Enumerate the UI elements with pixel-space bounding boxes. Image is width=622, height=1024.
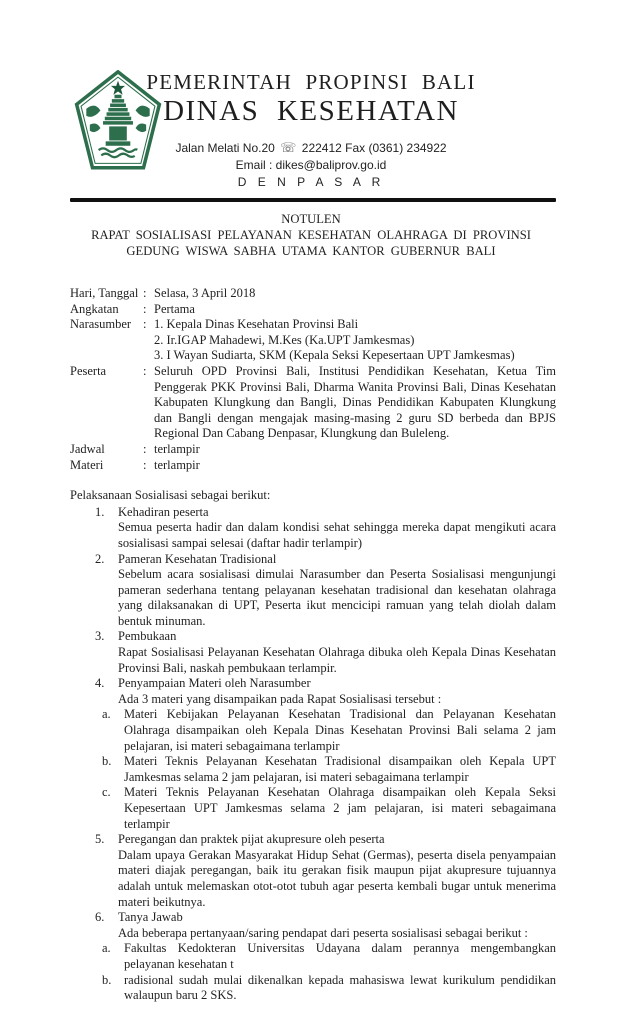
detail-colon: :	[143, 363, 147, 378]
detail-row-jadwal	[70, 442, 556, 458]
item-text: Dalam upaya Gerakan Masyarakat Hidup Sehat (Germas), peserta disela penyampaian materi diajak peregangan, baik itu gerakan fisik maupun pijat akupresure tujuannya adalah untuk melemaskan otot-otot tubuh agar peserta kembali bugar untuk menerima materi beikutnya.	[118, 847, 556, 909]
list-item-1	[70, 505, 556, 552]
bali-emblem-logo	[74, 70, 162, 174]
narasumber-2: 2. Ir.IGAP Mahadewi, M.Kes (Ka.UPT Jamkesmas)	[154, 332, 415, 347]
detail-value: terlampir	[154, 457, 200, 472]
detail-label: Peserta	[70, 363, 107, 378]
sub-item-4a	[70, 707, 556, 754]
city-line: D E N P A S A R	[237, 175, 385, 189]
sub-item-letter: a.	[102, 707, 111, 722]
detail-label: Hari, Tanggal	[70, 286, 139, 300]
item-number: 3.	[95, 629, 105, 644]
item-text: Ada beberapa pertanyaan/saring pendapat dari peserta sosialisasi sebagai berikut :	[118, 925, 528, 940]
address-phone-fax: 222412 Fax (0361) 234922	[301, 141, 447, 155]
sub-item-letter: c.	[102, 785, 111, 800]
title-line1: NOTULEN	[281, 212, 341, 226]
detail-row-angkatan	[70, 302, 556, 318]
item-heading: Kehadiran peserta	[118, 504, 209, 519]
sub-item-text: Materi Kebijakan Pelayanan Kesehatan Tradisional dan Pelayanan Kesehatan Olahraga disampaikan oleh Kepala Dinas Kesehatan Provinsi Bali selama 2 jam pelajaran, isi materi sebagaimana terlampir	[124, 707, 556, 753]
meeting-details	[70, 286, 556, 473]
narasumber-3: 3. I Wayan Sudiarta, SKM (Kepala Seksi Kepesertaan UPT Jamkesmas)	[154, 348, 515, 363]
detail-row-hari-tanggal	[70, 286, 556, 302]
sub-item-text: radisional sudah mulai dikenalkan kepada mahasiswa lewat kurikulum pendidikan walaupun baru 2 SKS.	[124, 972, 556, 1003]
item-heading: Pameran Kesehatan Tradisional	[118, 551, 277, 566]
sub-item-letter: b.	[102, 754, 112, 769]
item-number: 1.	[95, 504, 105, 519]
detail-colon: :	[143, 441, 147, 456]
detail-value: Selasa, 3 April 2018	[154, 286, 256, 300]
detail-value: terlampir	[154, 441, 200, 456]
sub-item-4b	[70, 754, 556, 785]
item-text: Rapat Sosialisasi Pelayanan Kesehatan Olahraga dibuka oleh Kepala Dinas Kesehatan Provinsi Bali, naskah pembukaan terlampir.	[118, 645, 556, 675]
detail-label: Jadwal	[70, 441, 105, 456]
sub-item-6a	[70, 941, 556, 972]
sub-item-letter: a.	[102, 941, 111, 956]
detail-colon: :	[143, 457, 147, 472]
sub-item-letter: b.	[102, 972, 112, 987]
document-title	[0, 211, 622, 259]
detail-row-materi	[70, 458, 556, 474]
detail-label: Angkatan	[70, 301, 119, 316]
letterhead-divider	[70, 198, 556, 202]
detail-value	[154, 317, 556, 364]
list-item-4	[70, 676, 556, 707]
sub-item-text: Materi Teknis Pelayanan Kesehatan Olahraga disampaikan oleh Kepala Seksi Kepesertaan UPT Jamkesmas selama 2 jam pelajaran, isi materi sebagaimana terlampir	[124, 785, 556, 831]
item-number: 4.	[95, 676, 105, 691]
item-number: 2.	[95, 551, 105, 566]
detail-row-narasumber	[70, 317, 556, 364]
agency-name-line2: DINAS KESEHATAN	[163, 95, 459, 127]
minutes-body	[70, 488, 556, 1004]
item-number: 5.	[95, 832, 105, 847]
email-line: Email : dikes@baliprov.go.id	[235, 158, 387, 172]
detail-label: Narasumber	[70, 317, 132, 332]
sub-item-4c	[70, 785, 556, 832]
list-item-2	[70, 552, 556, 630]
sub-item-6b	[70, 973, 556, 1004]
agency-name-line1: PEMERINTAH PROPINSI BALI	[146, 70, 476, 94]
item-text: Semua peserta hadir dan dalam kondisi sehat sehingga mereka dapat mengikuti acara sosialisasi sampai selesai (daftar hadir terlampir)	[118, 520, 556, 550]
detail-colon: :	[143, 301, 147, 316]
title-line3: GEDUNG WISWA SABHA UTAMA KANTOR GUBERNUR BALI	[126, 244, 496, 258]
sub-item-text: Fakultas Kedokteran Universitas Udayana dalam perannya mengembangkan pelayanan kesehatan t	[124, 941, 556, 971]
detail-colon: :	[143, 317, 147, 332]
letterhead	[0, 0, 622, 191]
item-text: Ada 3 materi yang disampaikan pada Rapat Sosialisasi tersebut :	[118, 691, 442, 706]
item-heading: Pembukaan	[118, 629, 177, 644]
item-heading: Tanya Jawab	[118, 910, 183, 925]
detail-colon: :	[143, 286, 147, 300]
title-line2: RAPAT SOSIALISASI PELAYANAN KESEHATAN OLAHRAGA DI PROVINSI	[91, 228, 531, 242]
address-street: Jalan Melati No.20	[175, 141, 275, 155]
phone-icon: ☏	[280, 140, 297, 155]
list-item-3	[70, 629, 556, 676]
detail-value: Pertama	[154, 301, 195, 316]
list-item-6	[70, 910, 556, 941]
detail-value: Seluruh OPD Provinsi Bali, Institusi Pendidikan Kesehatan, Ketua Tim Penggerak PKK Provinsi Bali, Dharma Wanita Provinsi Bali, Dinas Kesehatan Kabupaten Klungkung dan Bangli, Dinas Pendidikan Kabupaten Klungkung dan Bangli dengan mengajak masing-masing 2 guru SD berbeda dan BPJS Regional Dan Cabang Denpasar, Klungkung dan Buleleng.	[154, 363, 556, 441]
detail-label: Materi	[70, 457, 104, 472]
item-text: Sebelum acara sosialisasi dimulai Narasumber dan Peserta Sosialisasi mengunjungi pameran sederhana tentang pelayanan kesehatan tradisional dan kesehatan olahraga yang dilaksanakan di UPT, Peserta ikut mencicipi ramuan yang telah diolah dalam bentuk minuman.	[118, 567, 556, 628]
detail-row-peserta	[70, 364, 556, 442]
sub-item-text: Materi Teknis Pelayanan Kesehatan Tradisional disampaikan oleh Kepala UPT Jamkesmas selama 2 jam pelajaran, isi materi sebagaimana terlampir	[124, 754, 556, 784]
item-number: 6.	[95, 910, 105, 925]
body-intro: Pelaksanaan Sosialisasi sebagai berikut:	[70, 488, 271, 503]
list-item-5	[70, 832, 556, 910]
item-heading: Peregangan dan praktek pijat akupresure oleh peserta	[118, 832, 385, 847]
narasumber-1: 1. Kepala Dinas Kesehatan Provinsi Bali	[154, 317, 359, 332]
item-heading: Penyampaian Materi oleh Narasumber	[118, 676, 311, 691]
